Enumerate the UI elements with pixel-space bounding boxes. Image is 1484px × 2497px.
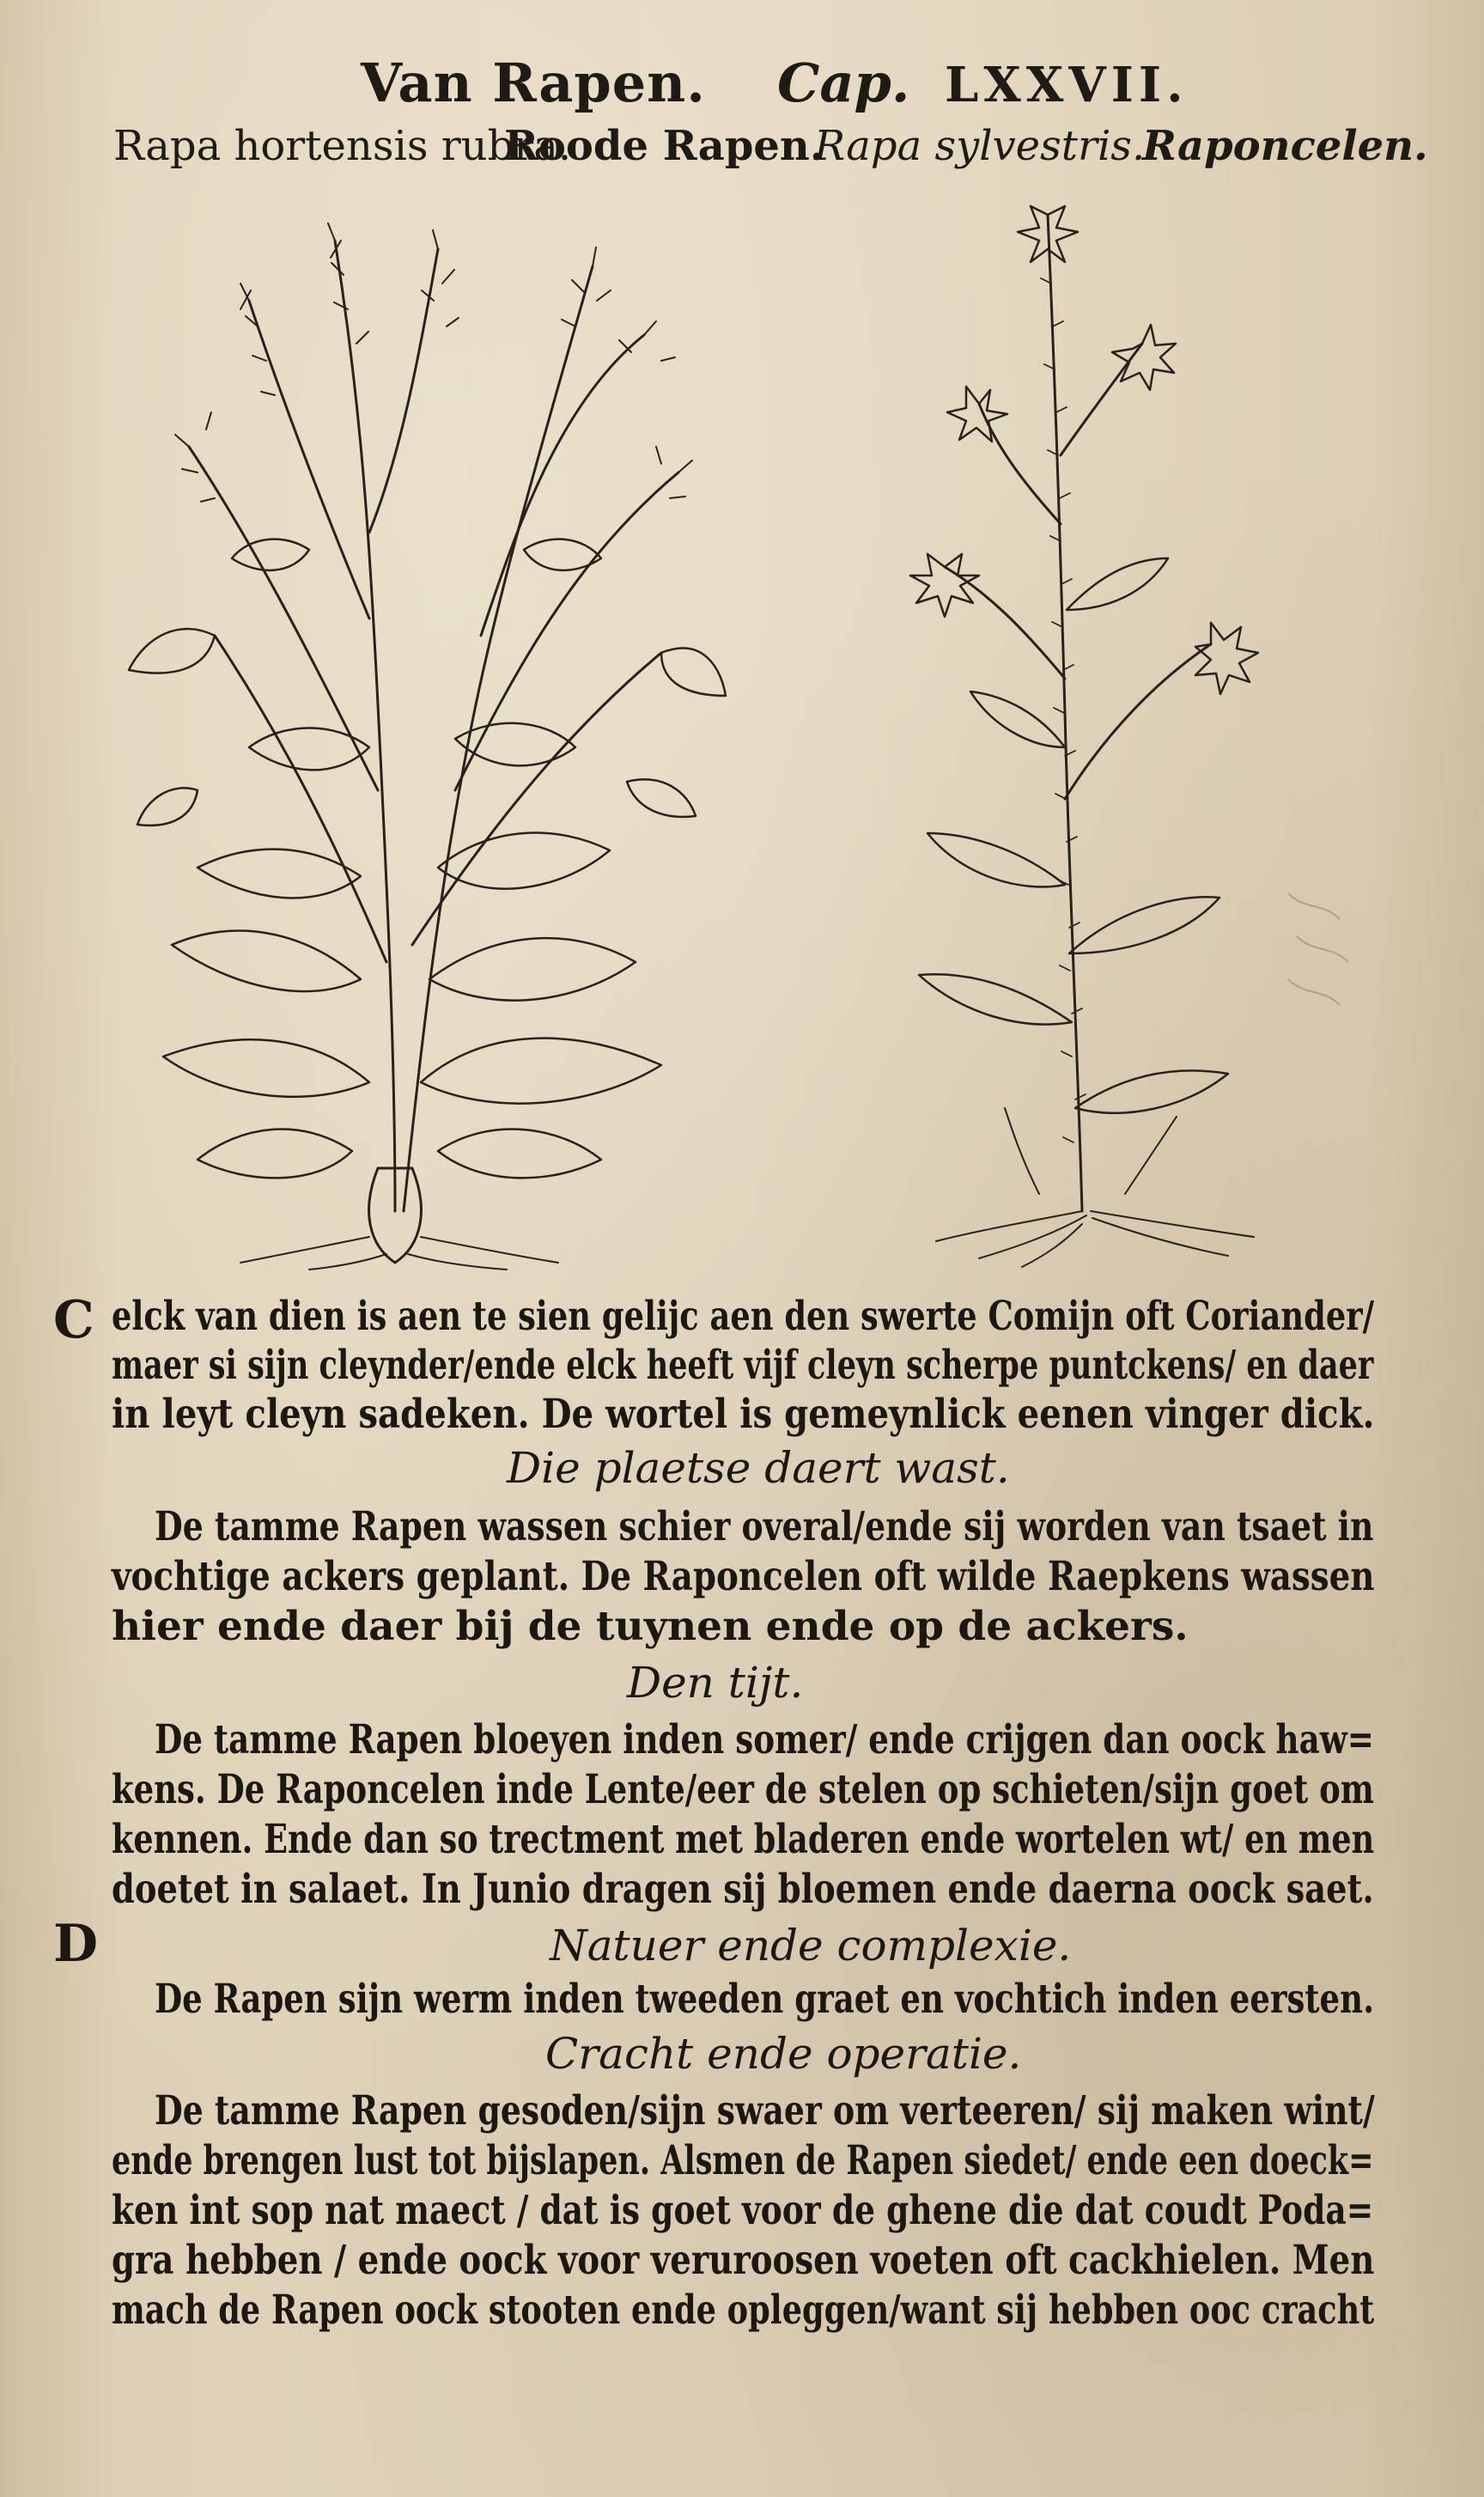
- para5-line2: ende brengen lust tot bijslapen. Alsmen de Rapen siedet/ ende een doeck=: [112, 2137, 1374, 2184]
- para2-line2: vochtige ackers geplant. De Raponcelen oft wilde Raepkens wassen: [112, 1553, 1375, 1600]
- caption-right-dutch: Raponcelen.: [1142, 122, 1428, 170]
- para2-line3: hier ende daer bij de tuynen ende op de ackers.: [112, 1603, 1189, 1650]
- chapter-label: Cap.: [777, 52, 910, 114]
- para5-line1: De tamme Rapen gesoden/sijn swaer om verteeren/ sij maken wint/: [155, 2087, 1375, 2135]
- section-heading-place: Die plaetse daert wast.: [507, 1443, 1010, 1493]
- caption-left-latin: Rapa hortensis rubra.: [113, 122, 572, 170]
- para3-line3: kennen. Ende dan so trectment met bladeren ende wortelen wt/ en men: [112, 1816, 1375, 1863]
- para3-line4: doetet in salaet. In Junio dragen sij bloemen ende daerna oock saet.: [112, 1866, 1374, 1913]
- caption-right-latin: Rapa sylvestris.: [814, 122, 1146, 170]
- marginal-letter-c: C: [53, 1290, 94, 1350]
- para1-line3: in leyt cleyn sadeken. De wortel is gemeynlick eenen vinger dick.: [112, 1391, 1375, 1438]
- page-header: [0, 52, 1484, 129]
- para2-line1: De tamme Rapen wassen schier overal/ende sij worden van tsaet in: [155, 1503, 1374, 1550]
- chapter-title: Van Rapen.: [361, 52, 706, 114]
- section-heading-power: Cracht ende operatie.: [545, 2029, 1022, 2079]
- figure-captions: [0, 122, 1484, 182]
- para1-line2: maer si sijn cleynder/ende elck heeft vijf cleyn scherpe puntckens/ en daer: [112, 1342, 1374, 1389]
- chapter-number: LXXVII.: [945, 57, 1189, 113]
- para4-line1: De Rapen sijn werm inden tweeden graet en vochtich inden eersten.: [155, 1976, 1375, 2023]
- marginal-letter-d: D: [53, 1914, 99, 1974]
- para5-line5: mach de Rapen oock stooten ende opleggen/want sij hebben ooc cracht: [112, 2287, 1375, 2334]
- woodcut-red-turnip: [112, 189, 730, 1271]
- para3-line2: kens. De Raponcelen inde Lente/eer de stelen op schieten/sijn goet om: [112, 1766, 1374, 1813]
- caption-left-dutch: Roode Rapen.: [504, 122, 824, 170]
- para1-line1: elck van dien is aen te sien gelijc aen den swerte Comijn oft Coriander/: [112, 1293, 1375, 1340]
- para3-line1: De tamme Rapen bloeyen inden somer/ ende crijgen dan oock haw=: [155, 1716, 1374, 1763]
- section-heading-time: Den tijt.: [627, 1658, 804, 1708]
- woodcut-wild-rampion: [850, 198, 1348, 1271]
- section-heading-nature: Natuer ende complexie.: [550, 1921, 1072, 1970]
- para5-line4: gra hebben / ende oock voor veruroosen voeten oft cackhielen. Men: [112, 2237, 1375, 2284]
- para5-line3: ken int sop nat maect / dat is goet voor de ghene die dat coudt Poda=: [112, 2187, 1374, 2234]
- page-stain: [1271, 876, 1365, 1022]
